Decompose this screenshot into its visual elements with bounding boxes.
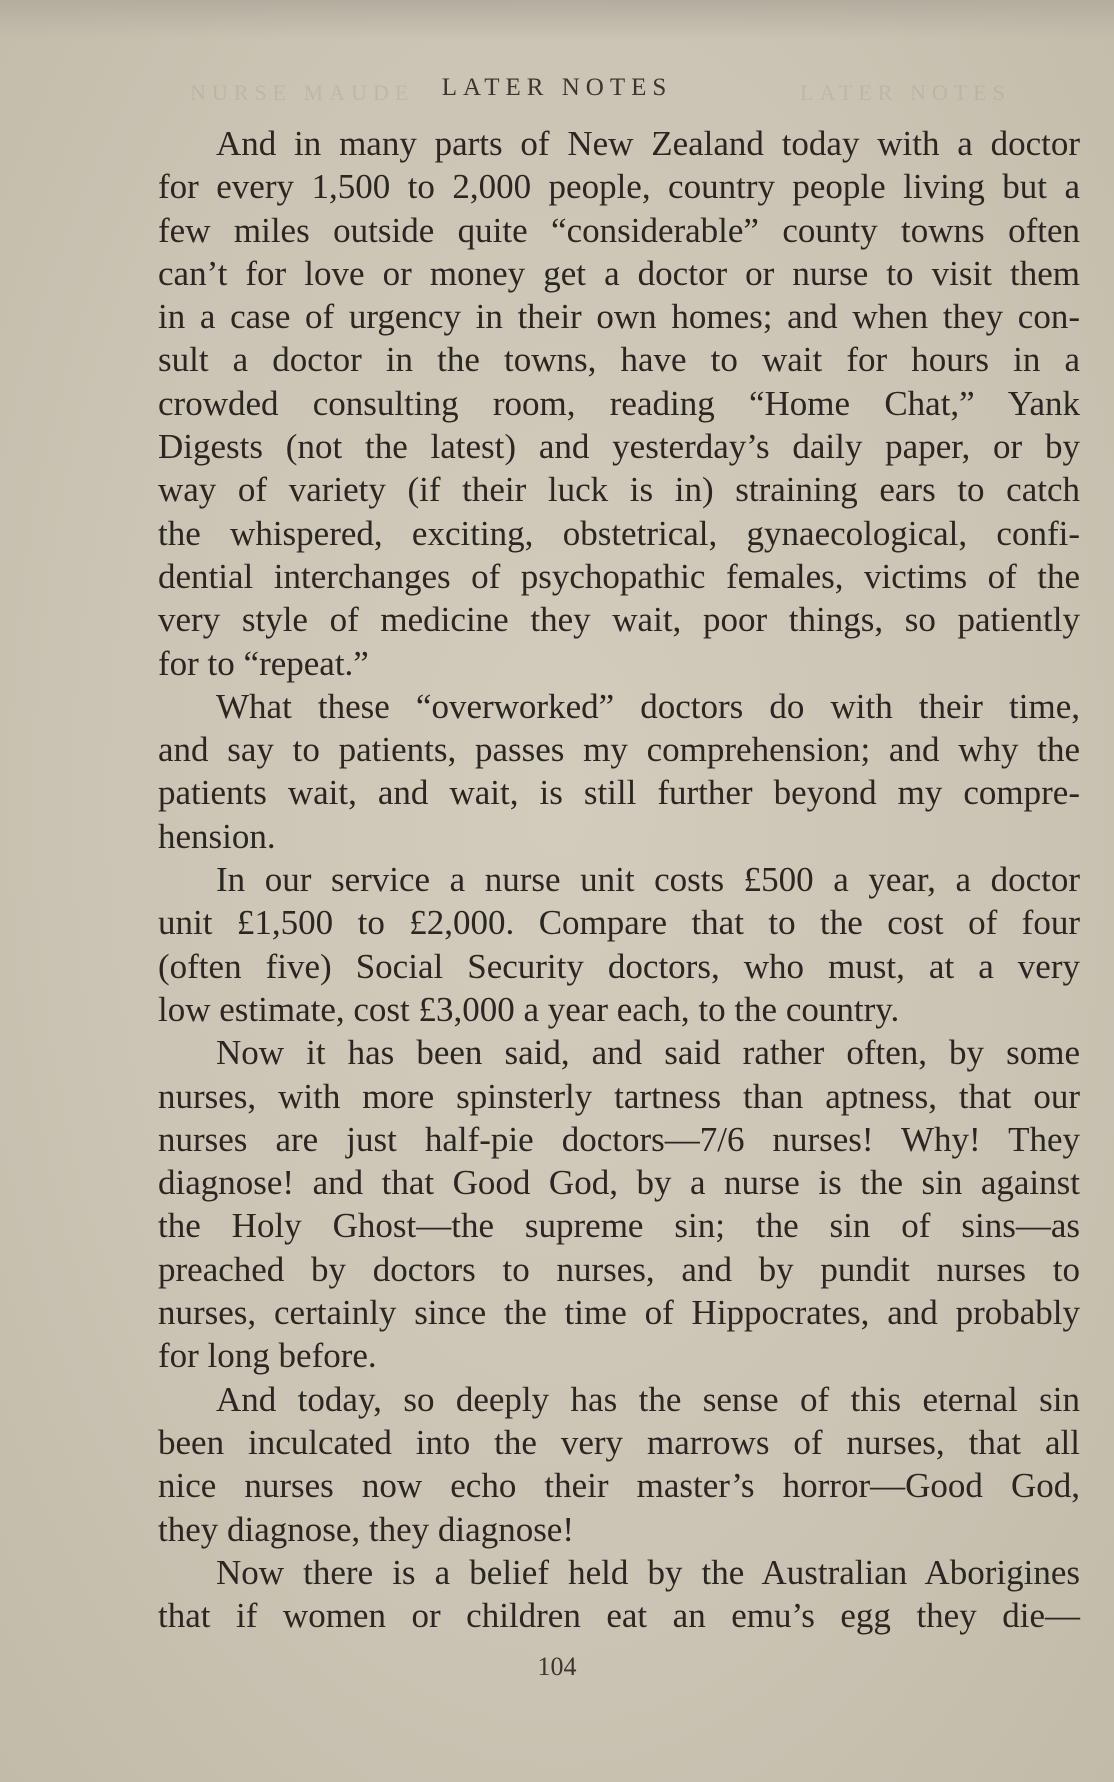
text-line: they diagnose, they diagnose!	[158, 1509, 575, 1549]
text-line: few miles outside quite “considerable” county towns often	[158, 210, 1080, 250]
text-line: for to “repeat.”	[158, 643, 369, 683]
ghost-show-through-left: NURSE MAUDE	[190, 80, 415, 105]
text-line: diagnose! and that Good God, by a nurse is the sin against	[158, 1163, 1080, 1203]
page-edge-shadow	[0, 0, 1114, 40]
text-line: Now it has been said, and said rather often, by some	[216, 1033, 1080, 1073]
text-line: Now there is a belief held by the Australian Aborigines	[216, 1552, 1080, 1592]
text-line: What these “overworked” doctors do with their time,	[216, 686, 1080, 726]
running-head: LATER NOTES	[441, 74, 673, 101]
text-line: the Holy Ghost—the supreme sin; the sin of sins—as	[158, 1206, 1080, 1246]
text-line: and say to patients, passes my comprehension; and why the	[158, 730, 1080, 770]
text-line: very style of medicine they wait, poor things, so patiently	[158, 600, 1080, 640]
text-line: And in many parts of New Zealand today with a doctor	[216, 124, 1080, 163]
ghost-show-through-right: LATER NOTES	[800, 80, 1011, 105]
text-line: nice nurses now echo their master’s horror—Good God,	[158, 1466, 1080, 1506]
text-line: low estimate, cost £3,000 a year each, to the country.	[158, 989, 900, 1029]
text-line: in a case of urgency in their own homes; and when they con-	[158, 297, 1080, 337]
text-line: And today, so deeply has the sense of this eternal sin	[216, 1379, 1080, 1419]
text-line: sult a doctor in the towns, have to wait for hours in a	[158, 340, 1080, 380]
text-line: In our service a nurse unit costs £500 a year, a doctor	[216, 860, 1080, 900]
text-line: unit £1,500 to £2,000. Compare that to the cost of four	[158, 903, 1080, 943]
text-line: patients wait, and wait, is still further beyond my compre-	[158, 773, 1080, 813]
text-line: way of variety (if their luck is in) straining ears to catch	[158, 470, 1080, 510]
text-line: nurses, certainly since the time of Hippocrates, and probably	[158, 1293, 1080, 1333]
text-line: nurses are just half-pie doctors—7/6 nurses! Why! They	[158, 1119, 1080, 1159]
text-line: the whispered, exciting, obstetrical, gynaecological, confi-	[158, 513, 1080, 553]
text-line: for long before.	[158, 1336, 377, 1376]
text-line: can’t for love or money get a doctor or nurse to visit them	[158, 253, 1080, 293]
text-line: for every 1,500 to 2,000 people, country people living but a	[158, 167, 1080, 207]
text-line: dential interchanges of psychopathic females, victims of the	[158, 556, 1080, 596]
page-number: 104	[537, 1652, 577, 1681]
body-text	[158, 122, 1080, 1637]
text-line: been inculcated into the very marrows of nurses, that all	[158, 1422, 1080, 1462]
text-line: crowded consulting room, reading “Home Chat,” Yank	[158, 383, 1080, 423]
text-line: preached by doctors to nurses, and by pundit nurses to	[158, 1249, 1080, 1289]
text-line: hension.	[158, 816, 276, 856]
text-line: Digests (not the latest) and yesterday’s daily paper, or by	[158, 427, 1080, 467]
text-line: (often five) Social Security doctors, who must, at a very	[158, 946, 1080, 986]
text-line: that if women or children eat an emu’s egg they die—	[158, 1596, 1080, 1636]
text-line: nurses, with more spinsterly tartness than aptness, that our	[158, 1076, 1080, 1116]
